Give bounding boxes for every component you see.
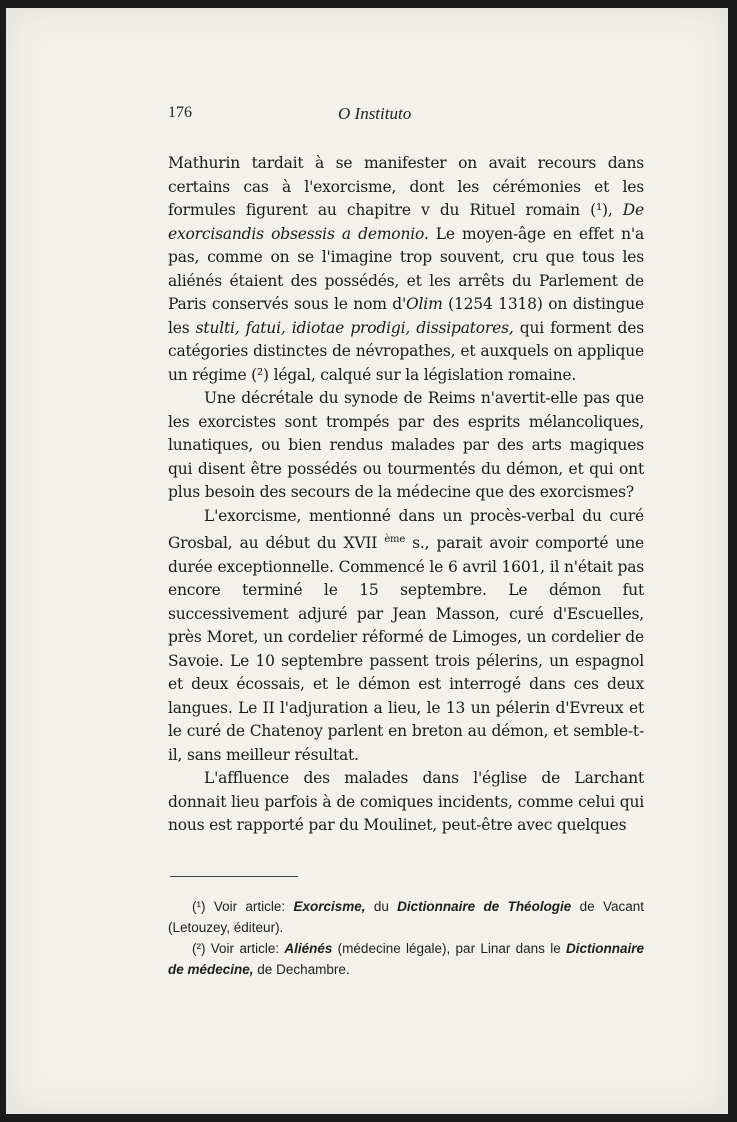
text-run: Mathurin tardait à se manifester on avait recours dans certains cas à l'exorcisme, dont les cérémonies et les formules figurent au chapitre v du Rituel romain	[168, 154, 644, 219]
text-run: Voir article:	[205, 941, 285, 956]
olim-title: Olim	[406, 295, 443, 313]
paragraph-1	[168, 152, 644, 387]
footnote-ref-1: (¹)	[590, 201, 608, 219]
footnote-ref-2: (²)	[251, 365, 269, 384]
paragraph-3	[168, 505, 644, 768]
text-run: du	[365, 899, 398, 914]
footnotes	[168, 896, 644, 980]
text-run: de Vacant (Letouzey, éditeur).	[168, 899, 644, 935]
text-run: Le moyen-âge en effet n'a pas, comme on se l'imagine trop souvent, cru que tous les aliénés étaient des possédés, et les arrêts du Parlement de Paris conservés sous le nom d'	[168, 224, 644, 313]
footnote-rule	[170, 876, 298, 877]
text-run: Voir article:	[205, 899, 294, 914]
text-run: qui forment des catégories distinctes de névropathes, et auxquels on applique un régime	[168, 318, 644, 384]
footnote-marker: (¹)	[192, 899, 206, 914]
latin-categories: stulti, fatui, idiotae prodigi, dissipatores,	[195, 318, 514, 337]
footnote-2	[168, 938, 644, 980]
page-header	[168, 104, 648, 126]
century-numeral: XVII	[343, 534, 378, 552]
text-run: (1254 1318) on distingue les	[168, 295, 644, 337]
text-run: ,	[607, 201, 623, 219]
page-number: 176	[168, 104, 192, 121]
running-title: O Instituto	[338, 104, 412, 123]
body-text	[168, 152, 644, 838]
footnote-marker: (²)	[192, 941, 206, 956]
paragraph-4: L'affluence des malades dans l'église de Larchant donnait lieu parfois à de comiques incidents, comme celui qui nous est rapporté par du Moulinet, peut-être avec quelques	[168, 769, 644, 834]
paragraph-2: Une décrétale du synode de Reims n'avertit-elle pas que les exorcistes sont trompés par des esprits mélancoliques, lunatiques, ou bien rendus malades par des arts magiques qui disent être possédés ou tourmentés du démon, et qui ont plus besoin des secours de la médecine que des exorcismes?	[168, 389, 644, 501]
article-title: Aliénés	[284, 941, 333, 956]
text-run: légal, calqué sur la législation romaine.	[268, 365, 577, 384]
footnote-1	[168, 896, 644, 938]
text-run: s., parait avoir comporté une durée exceptionnelle. Commencé le 6 avril 1601, il n'était pas encore terminé le 15 septembre. Le démon fut successivement adjuré par Jean Masson, curé d'Escuelles, près Moret, un cordelier réformé de Limoges, un cordelier de Savoie. Le 10 septembre passent trois pélerins, un espagnol et deux écossais, et le démon est interrogé dans ces deux langues. Le II l'adjuration a lieu, le 13 un pélerin d'Evreux et le curé de Chatenoy parlent en breton au démon, et semble-t-il, sans meilleur résultat.	[168, 534, 644, 764]
work-title: Dictionnaire de Théologie	[397, 899, 572, 914]
page	[6, 8, 728, 1114]
work-title: Dictionnaire de médecine,	[168, 941, 644, 977]
latin-title: De exorcisandis obsessis a demonio.	[168, 201, 644, 243]
text-run: L'exorcisme, mentionné dans un procès-verbal du curé Grosbal, au début du	[168, 506, 644, 552]
article-title: Exorcisme,	[293, 899, 366, 914]
text-run: (médecine légale), par Linar dans le	[332, 941, 566, 956]
ordinal-suffix: ème	[384, 534, 406, 545]
text-run: de Dechambre.	[253, 962, 350, 977]
